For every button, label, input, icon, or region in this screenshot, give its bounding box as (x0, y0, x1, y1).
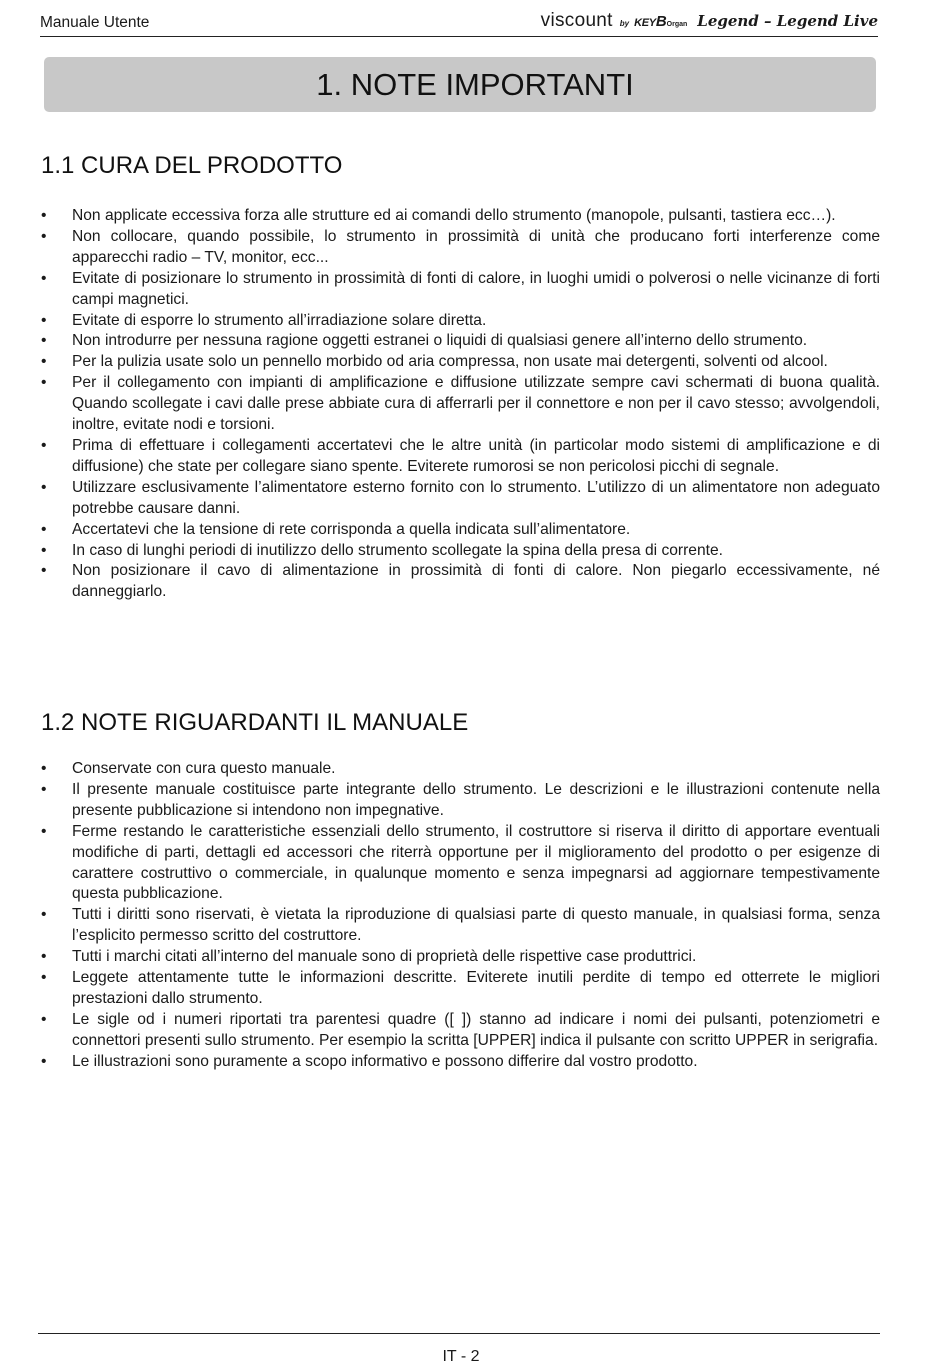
model-name: Legend – Legend Live (697, 12, 878, 30)
bullet-icon: • (41, 822, 47, 840)
list-item: • Per il collegamento con impianti di amplificazione e diffusione utilizzate sempre cavi schermati di buona qualità. Quando scollegate i cavi dalle prese abbiate cura di afferrarli per il connettore e non per il cavo stesso; avvolgendoli, inoltre, evitate nodi e torsioni. (41, 374, 880, 434)
bullet-icon: • (41, 760, 47, 777)
list-item: • In caso di lunghi periodi di inutilizzo dello strumento scollegate la spina della presa di corrente. (40, 541, 880, 562)
footer-rule (38, 1333, 880, 1334)
list-item: • Tutti i diritti sono riservati, è vietata la riproduzione di qualsiasi parte di questo manuale, in qualsiasi forma, senza l’esplicito permesso scritto del costruttore. (41, 906, 880, 945)
page-number: IT - 2 (442, 1348, 480, 1365)
bullet-icon: • (41, 207, 47, 224)
section-title-cura-prodotto: 1.1 CURA DEL PRODOTTO (41, 152, 343, 179)
page-header (40, 10, 878, 37)
list-item: • Non posizionare il cavo di alimentazione in prossimità di fonti di calore. Non piegarlo eccessivamente, né danneggiarlo. (41, 562, 880, 601)
list-item: • Accertatevi che la tensione di rete corrisponda a quella indicata sull’alimentatore. (40, 520, 880, 541)
bullet-icon: • (41, 374, 47, 392)
bullet-icon: • (41, 1010, 47, 1028)
bullet-icon: • (41, 269, 47, 287)
brand-logo-organ: Organ (666, 21, 688, 28)
list-item: • Non introdurre per nessuna ragione oggetti estranei o liquidi di qualsiasi genere all’interno dello strumento. (40, 331, 880, 352)
list-item: • Evitate di posizionare lo strumento in prossimità di fonti di calore, in luoghi umidi o polverosi o nelle vicinanze di forti campi magnetici. (41, 269, 880, 308)
list-item: • Leggete attentamente tutte le informazioni descritte. Eviterete inutili perdite di tempo ed otterrete le migliori prestazioni dallo strumento. (41, 969, 880, 1007)
bullet-icon: • (41, 436, 47, 454)
bullet-icon: • (41, 906, 47, 924)
list-item: • Evitate di esporre lo strumento all’irradiazione solare diretta. (40, 311, 880, 332)
brand-logo-keyb: KEY (634, 17, 656, 29)
bullet-icon: • (41, 948, 47, 966)
list-item: • Ferme restando le caratteristiche essenziali dello strumento, il costruttore si riserva il diritto di apportare eventuali modifiche di parti, dettagli ed accessori che riterrà opportune per il miglioramento del prodotto o per esigenze di carattere costruttivo o commerciale, in qualunque momento e senza impegnarsi ad aggiornare tempestivamente questa pubblicazione. (41, 822, 880, 903)
brand-logo-viscount: viscount (540, 10, 613, 31)
bullet-icon: • (41, 311, 47, 329)
list-item: • Non applicate eccessiva forza alle strutture ed ai comandi dello strumento (manopole, pulsanti, tastiera ecc…). (40, 206, 880, 227)
chapter-title-box (44, 57, 876, 112)
list-item: • Prima di effettuare i collegamenti accertatevi che le altre unità (in particolar modo sistemi di amplificazione e di diffusione) che state per collegare siano spente. Eviterete rumorosi se non pericolosi picchi di segnale. (41, 436, 880, 475)
list-item: • Tutti i marchi citati all’interno del manuale sono di proprietà delle rispettive case produttrici. (40, 947, 880, 968)
bullet-list-note-manuale (40, 759, 880, 1073)
brand-logo-keyb-b: B (655, 13, 667, 30)
bullet-icon: • (41, 1052, 47, 1070)
bullet-icon: • (41, 520, 47, 538)
bullet-list-cura-prodotto (40, 206, 880, 603)
chapter-title: 1. NOTE IMPORTANTI (316, 66, 634, 102)
bullet-icon: • (41, 353, 47, 371)
list-item: • Le illustrazioni sono puramente a scopo informativo e possono differire dal vostro prodotto. (40, 1052, 880, 1073)
bullet-icon: • (41, 541, 47, 559)
bullet-icon: • (41, 478, 47, 496)
bullet-icon: • (41, 562, 47, 580)
list-item: • Utilizzare esclusivamente l’alimentatore esterno fornito con lo strumento. L’utilizzo di un alimentatore non adeguato potrebbe causare danni. (41, 478, 880, 517)
list-item: • Le sigle od i numeri riportati tra parentesi quadre ([ ]) stanno ad indicare i nomi dei pulsanti, potenziometri e connettori presenti sullo strumento. Per esempio la scritta [UPPER] indica il pulsante con scritto UPPER in serigrafia. (41, 1010, 880, 1049)
list-item: • Conservate con cura questo manuale. (40, 759, 880, 780)
bullet-icon: • (41, 780, 47, 798)
list-item: • Per la pulizia usate solo un pennello morbido od aria compressa, non usate mai detergenti, solventi od alcool. (40, 352, 880, 373)
brand-by: by (619, 19, 630, 28)
header-brand (541, 10, 878, 32)
section-title-note-manuale: 1.2 NOTE RIGUARDANTI IL MANUALE (41, 709, 469, 736)
list-item: • Non collocare, quando possibile, lo strumento in prossimità di unità che producano forti interferenze come apparecchi radio – TV, monitor, ecc... (41, 227, 880, 266)
bullet-icon: • (41, 227, 47, 245)
list-item: • Il presente manuale costituisce parte integrante dello strumento. Le descrizioni e le illustrazioni contenute nella presente pubblicazione si intendono non impegnative. (41, 780, 880, 819)
bullet-icon: • (41, 332, 47, 350)
bullet-icon: • (41, 969, 47, 987)
header-manual-label: Manuale Utente (40, 14, 150, 31)
